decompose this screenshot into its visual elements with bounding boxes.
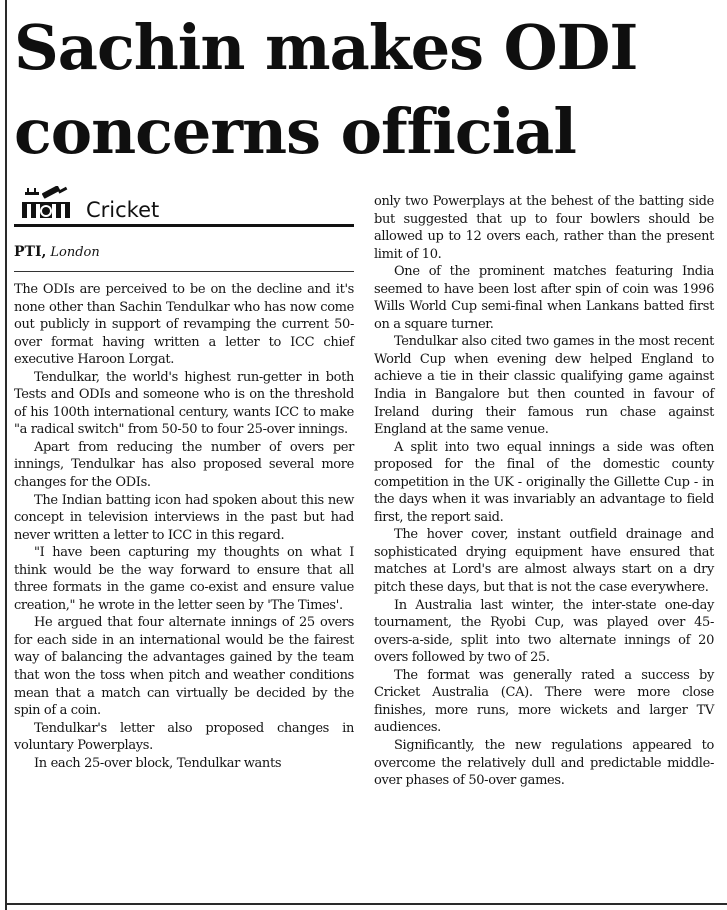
paragraph: In Australia last winter, the inter-state one-day tournament, the Ryobi Cup, was played over 45-overs-a-side, split into two alternate innings of 20 overs followed by two of 25. [374,597,714,666]
paragraph: Significantly, the new regulations appeared to overcome the relatively dull and predictable middle-over phases of 50-over games. [374,737,714,789]
paragraph: He argued that four alternate innings of 25 overs for each side in an international would be the fairest way of balancing the advantages gained by the team that won the toss when pitch and weather conditions mean that a match can virtually be decided by the spin of a coin. [14,615,354,719]
bottom-rule [5,903,727,905]
article-column-left [14,281,354,772]
paragraph: The Indian batting icon had spoken about this new concept in television interviews in the past but had never written a letter to ICC in this regard. [14,492,354,543]
paragraph-continued: only two Powerplays at the behest of the batting side but suggested that up to four bowlers should be allowed up to 12 overs each, rather than the present limit of 10. [374,194,714,262]
byline-city: London [50,245,100,260]
byline-agency: PTI, [14,244,47,260]
paragraph: One of the prominent matches featuring India seemed to have been lost after spin of coin was 1996 Wills World Cup semi-final when Lankans batted first on a square turner. [374,264,714,332]
headline: Sachin makes ODI concerns official [14,11,638,168]
paragraph: The hover cover, instant outfield drainage and sophisticated drying equipment have ensured that matches at Lord's are almost always start on a dry pitch these days, but that is not the case everywhere. [374,527,714,596]
section-label: Cricket [86,198,160,222]
paragraph: Tendulkar also cited two games in the most recent World Cup when evening dew helped England to achieve a tie in their classic qualifying game against India in Bangalore but then counted in favour of Ireland during their famous run chase against England at the same venue. [374,334,714,438]
left-column-rule [5,0,7,910]
paragraph: Tendulkar's letter also proposed changes in voluntary Powerplays. [14,720,354,754]
paragraph: "I have been capturing my thoughts on what I think would be the way forward to ensure that all three formats in the game co-exist and ensure value creation," he wrote in the letter seen by 'The Times'. [14,545,354,613]
byline-rule [14,271,354,272]
cricket-bat-ball-wicket-icon [14,186,78,224]
section-tag [14,186,354,226]
paragraph: Tendulkar, the world's highest run-getter in both Tests and ODIs and someone who is on the threshold of his 100th international century, wants ICC to make "a radical switch" from 50-50 to four 25-over innings. [14,369,354,438]
paragraph: The format was generally rated a success by Cricket Australia (CA). There were more close finishes, more runs, more wickets and larger TV audiences. [374,667,714,736]
paragraph: The ODIs are perceived to be on the decline and it's none other than Sachin Tendulkar who has now come out publicly in support of revamping the current 50-over format having written a letter to ICC chief executive Haroon Lorgat. [14,282,354,368]
section-underline [14,224,354,227]
article-column-right [374,193,714,790]
paragraph: A split into two equal innings a side was often proposed for the final of the domestic county competition in the UK - originally the Gillette Cup - in the days when it was invariably an advantage to field first, the report said. [374,439,714,525]
byline [14,244,100,260]
paragraph: In each 25-over block, Tendulkar wants [34,755,282,771]
paragraph: Apart from reducing the number of overs per innings, Tendulkar has also proposed several more changes for the ODIs. [14,439,354,491]
